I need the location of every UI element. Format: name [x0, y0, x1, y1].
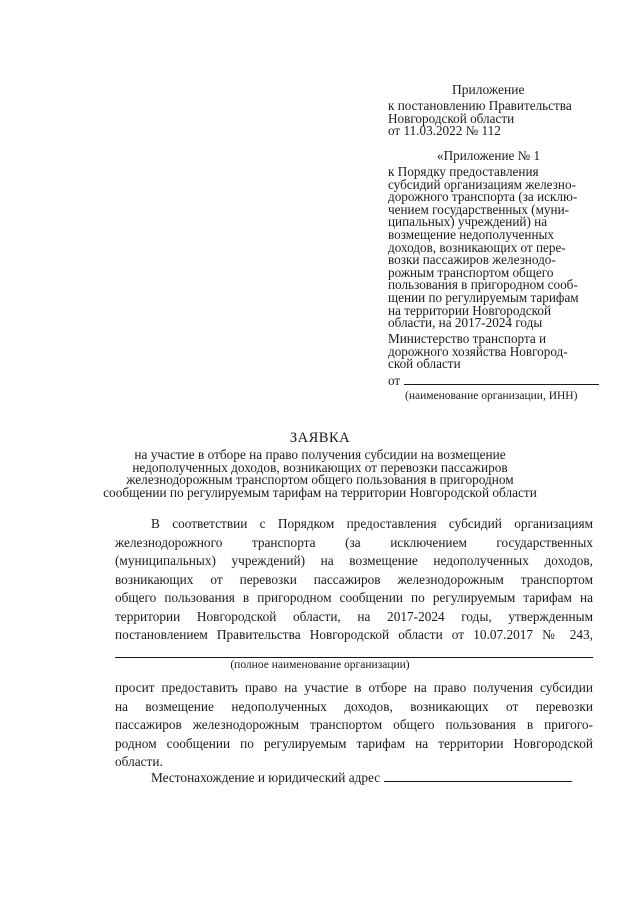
full-name-caption: (полное наименование организации): [230, 659, 410, 671]
appendix1-title: «Приложение № 1: [437, 148, 541, 163]
paragraph-line: родном сообщении по регулируемым тарифам на территории Новгородской: [115, 735, 593, 751]
paragraph-line: (муниципальных) учреждений) на возмещение недополученных доходов,: [115, 553, 593, 568]
appendix1-reference: [388, 166, 603, 330]
from-label: от: [388, 373, 401, 388]
appendix-title: Приложение: [452, 82, 525, 97]
organization-caption: (наименование организации, ИНН): [405, 390, 578, 402]
paragraph-line: территории Новгородской области, на 2017-2024 годы, утвержденным: [115, 608, 593, 624]
document-title: ЗАЯВКА: [289, 430, 351, 446]
subtitle-line: на участие в отборе на право получения субсидии на возмещение: [134, 447, 506, 462]
from-row: [388, 373, 599, 389]
paragraph-line: области.: [115, 754, 163, 769]
paragraph-line: общего пользования в пригородном сообщении по регулируемым тарифам на: [115, 590, 593, 605]
paragraph-line: постановлением Правительства Новгородской области от 10.07.2017 № 243,: [115, 627, 593, 642]
addressee-line: дорожного хозяйства Новгород-: [388, 343, 568, 359]
paragraph-line: просит предоставить право на участие в отборе на право получения субсидии: [115, 680, 593, 695]
paragraph-request: [115, 679, 593, 772]
addressee-line: ской области: [388, 356, 461, 372]
appendix1-ref-line: субсидий организациям железно-: [388, 176, 576, 192]
address-label: Местонахождение и юридический адрес: [151, 770, 381, 785]
address-row: [151, 769, 572, 786]
appendix1-ref-line: доходов, возникающих от пере-: [388, 239, 566, 255]
appendix1-ref-line: к Порядку предоставления: [388, 164, 539, 179]
addressee-line: Министерство транспорта и: [388, 331, 547, 346]
appendix1-ref-line: возмещение недополученных: [388, 226, 554, 242]
subtitle-line: сообщении по регулируемым тарифам на территории Новгородской области: [103, 485, 537, 501]
paragraph-line: В соответствии с Порядком предоставления субсидий организациям: [151, 516, 593, 531]
subtitle-line: недополученных доходов, возникающих от перевозки пассажиров: [132, 459, 508, 475]
paragraph-line: железнодорожного транспорта (за исключением государственных: [115, 534, 593, 550]
appendix1-ref-line: дорожного транспорта (за исклю-: [388, 189, 578, 205]
appendix1-ref-line: пользования в пригородном сооб-: [388, 277, 578, 293]
appendix-ref-line: от 11.03.2022 № 112: [388, 123, 501, 139]
address-field[interactable]: [384, 769, 572, 782]
appendix1-ref-line: ципальных) учреждений) на: [388, 214, 548, 230]
appendix1-ref-line: на территории Новгородской: [388, 302, 552, 318]
appendix1-ref-line: рожным транспортом общего: [388, 264, 554, 280]
paragraph-basis: [115, 515, 593, 645]
paragraph-line: возникающих от перевозки пассажиров железнодорожным транспортом: [115, 571, 593, 587]
subtitle-line: железнодорожным транспортом общего пользования в пригородном: [126, 472, 514, 488]
addressee: [388, 333, 603, 371]
appendix1-ref-line: чением государственных (муни-: [388, 201, 570, 217]
appendix1-ref-line: возки пассажиров железнодо-: [388, 252, 556, 268]
appendix-ref-line: к постановлению Правительства: [388, 98, 572, 113]
organization-name-field[interactable]: [404, 374, 599, 385]
document-subtitle: [100, 449, 540, 500]
appendix-reference: [388, 100, 603, 138]
paragraph-line: на возмещение недополученных доходов, возникающих от перевозки: [115, 698, 593, 714]
paragraph-line: пассажиров железнодорожным транспортом общего пользования в пригого-: [115, 717, 593, 732]
appendix-ref-line: Новгородской области: [388, 110, 515, 126]
appendix1-ref-line: щении по регулируемым тарифам: [388, 289, 579, 305]
appendix1-ref-line: области, на 2017-2024 годы: [388, 315, 543, 331]
full-name-field[interactable]: [115, 657, 593, 658]
